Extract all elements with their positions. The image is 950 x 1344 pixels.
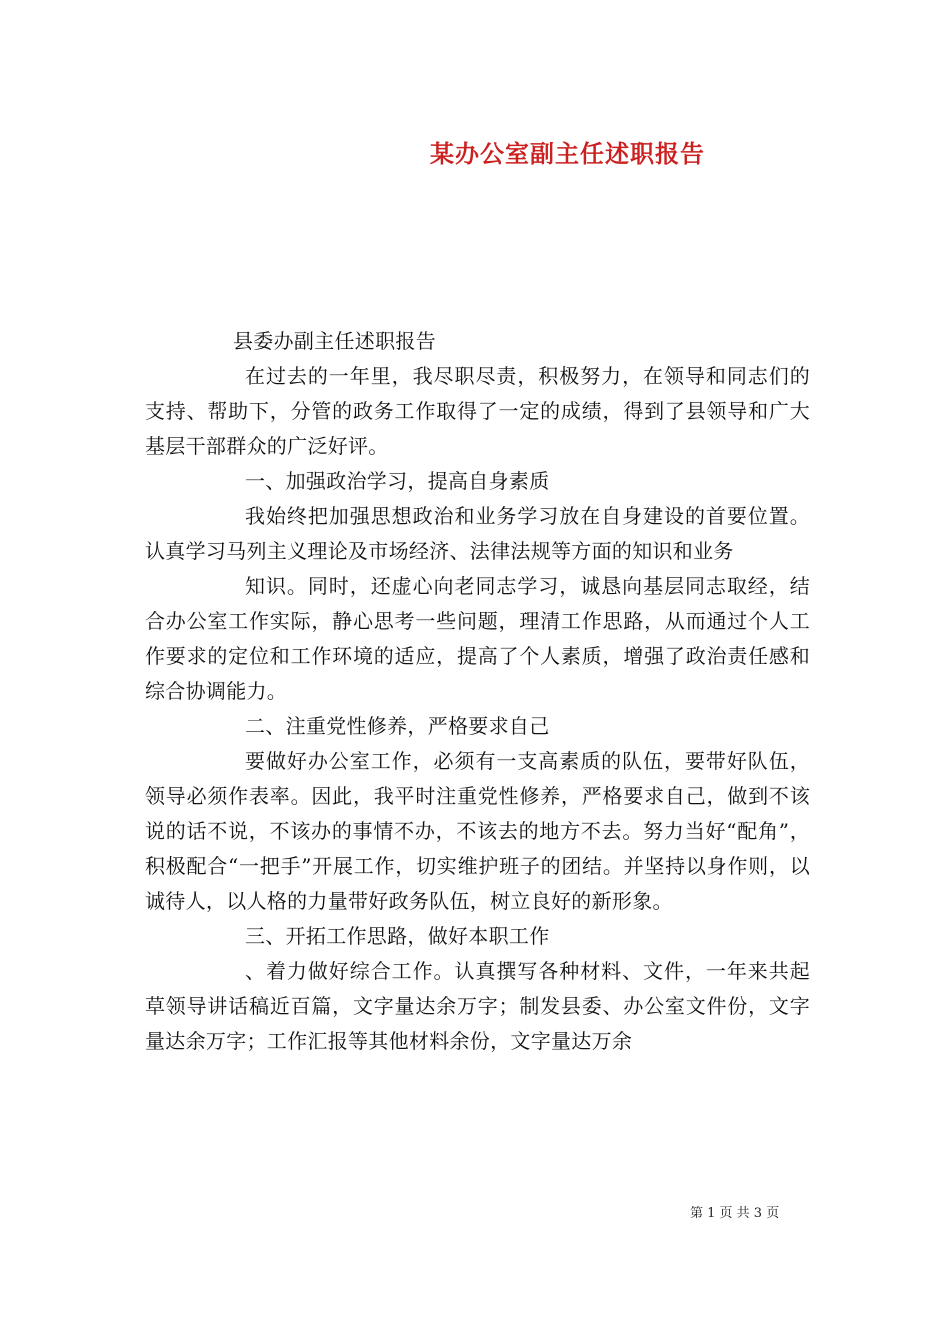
section-heading-3: 三、开拓工作思路，做好本职工作 [245, 924, 550, 948]
paragraph-section-1a: 我始终把加强思想政治和业务学习放在自身建设的首要位置。认真学习马列主义理论及市场经济、法律法规等方面的知识和业务 [145, 504, 810, 563]
section-heading-1: 一、加强政治学习，提高自身素质 [245, 469, 550, 493]
page-number-footer: 第 1 页 共 3 页 [690, 1206, 780, 1221]
document-title: 某办公室副主任述职报告 [430, 139, 705, 168]
section-heading-2: 二、注重党性修养，严格要求自己 [245, 714, 550, 738]
paragraph-section-2: 要做好办公室工作，必须有一支高素质的队伍，要带好队伍，领导必须作表率。因此，我平时注重党性修养，严格要求自己，做到不该说的话不说，不该办的事情不办，不该去的地方不去。努力当好“配角”，积极配合“一把手”开展工作，切实维护班子的团结。并坚持以身作则，以诚待人，以人格的力量带好政务队伍，树立良好的新形象。 [145, 749, 810, 913]
document-subtitle: 县委办副主任述职报告 [233, 329, 436, 353]
paragraph-section-1b: 知识。同时，还虚心向老同志学习，诚恳向基层同志取经，结合办公室工作实际，静心思考一些问题，理清工作思路，从而通过个人工作要求的定位和工作环境的适应，提高了个人素质，增强了政治责任感和综合协调能力。 [145, 574, 810, 703]
document-body [145, 324, 810, 1059]
paragraph-section-3: 、着力做好综合工作。认真撰写各种材料、文件，一年来共起草领导讲话稿近百篇，文字量达余万字；制发县委、办公室文件份，文字量达余万字；工作汇报等其他材料余份，文字量达万余 [145, 959, 810, 1053]
paragraph-intro: 在过去的一年里，我尽职尽责，积极努力，在领导和同志们的支持、帮助下，分管的政务工作取得了一定的成绩，得到了县领导和广大基层干部群众的广泛好评。 [145, 364, 810, 458]
